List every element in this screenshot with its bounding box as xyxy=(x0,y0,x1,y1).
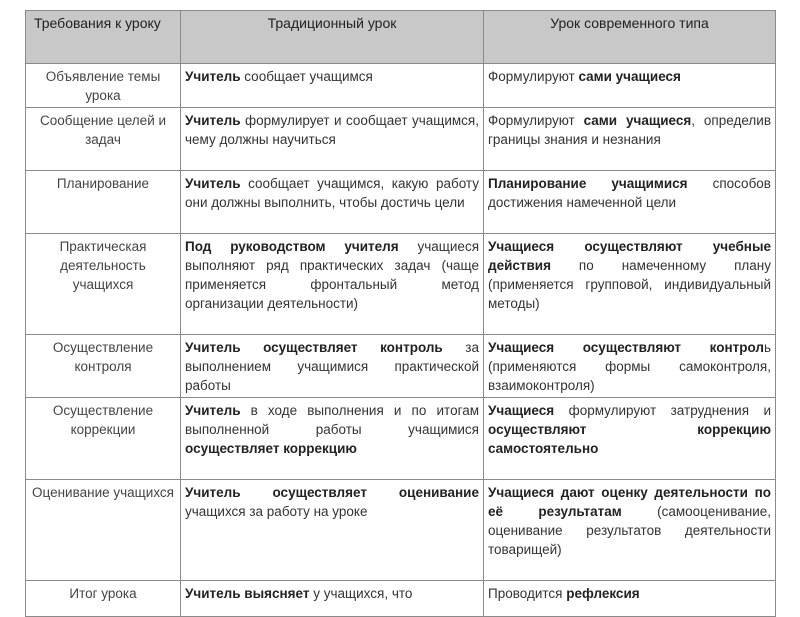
bold-text-segment: Учитель xyxy=(185,69,241,84)
modern-cell xyxy=(484,581,776,617)
text-segment: формулирует и сообщает учащимся, чему должны научиться xyxy=(185,113,479,147)
requirement-cell: Осуществление контроля xyxy=(26,335,181,398)
table-row xyxy=(26,171,776,234)
table-header-row xyxy=(26,11,776,64)
bold-text-segment: Учитель осуществляет оценивание xyxy=(185,485,479,500)
modern-cell xyxy=(484,171,776,234)
traditional-cell xyxy=(181,480,484,581)
table-row xyxy=(26,581,776,617)
text-segment: Формулируют xyxy=(488,113,584,128)
traditional-cell xyxy=(181,64,484,108)
text-segment: ь (применяются формы самоконтроля, взаимоконтроля) xyxy=(488,340,771,393)
bold-text-segment: осуществляет коррекцию xyxy=(185,441,357,456)
bold-text-segment: рефлексия xyxy=(566,586,640,601)
requirement-cell: Практическая деятельность учащихся xyxy=(26,234,181,335)
comparison-table xyxy=(25,10,776,617)
header-requirements: Требования к уроку xyxy=(26,11,181,64)
bold-text-segment: Планирование учащимися xyxy=(488,176,688,191)
requirement-cell: Оценивание учащихся xyxy=(26,480,181,581)
modern-cell xyxy=(484,234,776,335)
header-traditional-lesson: Традиционный урок xyxy=(181,11,484,64)
header-modern-lesson: Урок современного типа xyxy=(484,11,776,64)
text-segment: учащихся за работу на уроке xyxy=(185,504,368,519)
requirement-cell: Объявление темы урока xyxy=(26,64,181,108)
text-segment: (самооценивание, оценивание результатов деятельности товарищей) xyxy=(488,504,771,557)
text-segment: формулируют затруднения и xyxy=(554,403,771,418)
requirement-cell: Планирование xyxy=(26,171,181,234)
traditional-cell xyxy=(181,581,484,617)
requirement-cell: Осуществление коррекции xyxy=(26,398,181,480)
traditional-cell xyxy=(181,234,484,335)
bold-text-segment: осуществляют коррекцию самостоятельно xyxy=(488,422,771,456)
bold-text-segment: Учитель осуществляет контроль xyxy=(185,340,443,355)
text-segment: за выполнением учащимися практической работы xyxy=(185,340,480,393)
text-segment: сообщает учащимся, какую работу они должны выполнить, чтобы достичь цели xyxy=(185,176,479,210)
table-row xyxy=(26,480,776,581)
table-row xyxy=(26,64,776,108)
modern-cell xyxy=(484,398,776,480)
traditional-cell xyxy=(181,108,484,171)
bold-text-segment: Учитель xyxy=(185,176,241,191)
modern-cell xyxy=(484,64,776,108)
text-segment: Формулируют xyxy=(488,69,579,84)
text-segment: способов достижения намеченной цели xyxy=(488,176,771,210)
table-row xyxy=(26,108,776,171)
text-segment: Проводится xyxy=(488,586,567,601)
table-row xyxy=(26,234,776,335)
bold-text-segment: Учитель xyxy=(185,403,241,418)
text-segment: в ходе выполнения и по итогам выполненной работы учащимися xyxy=(185,403,479,437)
table-row xyxy=(26,335,776,398)
bold-text-segment: Учащиеся дают оценку деятельности по её результатам xyxy=(488,485,771,519)
text-segment: по намеченному плану (применяется групповой, индивидуальный методы) xyxy=(488,258,771,311)
traditional-cell xyxy=(181,398,484,480)
text-segment: учащиеся выполняют ряд практических задач (чаще применяется фронтальный метод организации деятельности) xyxy=(185,239,479,311)
requirement-cell: Итог урока xyxy=(26,581,181,617)
bold-text-segment: Учащиеся осуществляют контрол xyxy=(488,340,764,355)
text-segment: сообщает учащимся xyxy=(240,69,373,84)
bold-text-segment: Учитель выясняет xyxy=(185,586,310,601)
table-row xyxy=(26,398,776,480)
requirement-cell: Сообщение целей и задач xyxy=(26,108,181,171)
modern-cell xyxy=(484,108,776,171)
bold-text-segment: сами учащиеся xyxy=(583,113,692,128)
bold-text-segment: Учитель xyxy=(185,113,241,128)
text-segment: у учащихся, что xyxy=(309,586,413,601)
modern-cell xyxy=(484,480,776,581)
text-segment: , определив границы знания и незнания xyxy=(488,113,771,147)
bold-text-segment: Учащиеся xyxy=(488,403,555,418)
bold-text-segment: Учащиеся осуществляют учебные действия xyxy=(488,239,771,273)
traditional-cell xyxy=(181,171,484,234)
modern-cell xyxy=(484,335,776,398)
bold-text-segment: сами учащиеся xyxy=(578,69,681,84)
bold-text-segment: Под руководством учителя xyxy=(185,239,399,254)
traditional-cell xyxy=(181,335,484,398)
